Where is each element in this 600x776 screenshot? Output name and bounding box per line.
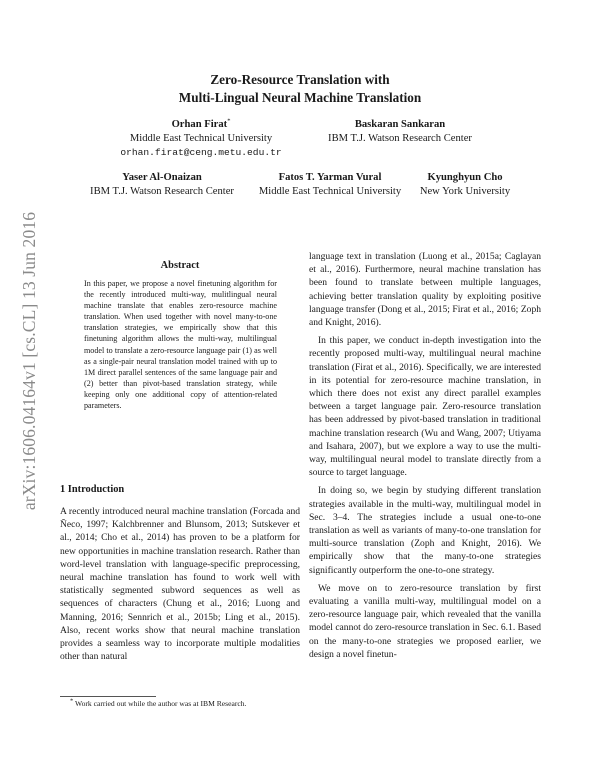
intro-paragraph: A recently introduced neural machine translation (Forcada and Ñeco, 1997; Kalchbrenner and Blunsom, 2013; Sutskever et al., 2014; Cho et al., 2014) has proven to be a platform for new opportunities in machine translation research. Rather than word-level translation with language-specific preprocessing, neural machine translation has found to work well with statistically segmented subword sequences as well as sequences of characters (Chung et al., 2016; Luong and Manning, 2016; Sennrich et al., 2015b; Ling et al., 2015). Also, recent works show that neural machine translation provides a seamless way to incorporate multiple modalities other than natural	[60, 506, 300, 663]
author-block-3	[62, 171, 262, 199]
intro-left-column	[60, 505, 300, 663]
author-name: Fatos T. Yarman Vural	[278, 172, 382, 183]
author-email[interactable]: orhan.firat@ceng.metu.edu.tr	[120, 147, 282, 158]
author-affiliation: Middle East Technical University	[258, 186, 402, 197]
author-block-4	[240, 171, 420, 199]
intro-right-column	[309, 250, 541, 661]
author-block-5	[405, 171, 525, 199]
author-block-1	[96, 118, 306, 160]
title-line-2: Multi-Lingual Neural Machine Translation	[178, 90, 422, 105]
intro-paragraph: In doing so, we begin by studying different translation strategies available in the multi-way, multilingual model in Sec. 3–4. The strategies include a usual one-to-one translation as well as variants of many-to-one translation for multi-source translation (Zoph and Knight, 2016). We empirically show that the many-to-one strategies significantly outperform the one-to-one strategy.	[309, 485, 541, 576]
author-affiliation: New York University	[419, 186, 511, 197]
footnote	[60, 699, 310, 709]
author-footnote-mark: *	[227, 117, 231, 125]
abstract-text: In this paper, we propose a novel finetuning algorithm for the recently introduced multi-way, mulitlingual neural machine translate that enables zero-resource machine translation. When used together with novel many-to-one translation strategies, we empirically show that this finetuning algorithm allows the multi-way, multilingual model to translate a zero-resource language pair (1) as well as a single-pair neural translation model trained with up to 1M direct parallel sentences of the same language pair and (2) better than pivot-based translation strategy, while keeping only one additional copy of attention-related parameters.	[84, 279, 277, 411]
author-name: Orhan Firat	[171, 119, 228, 130]
section-heading: 1 Introduction	[60, 484, 125, 495]
arxiv-identifier: arXiv:1606.04164v1 [cs.CL] 13 Jun 2016	[19, 211, 39, 511]
footnote-text: Work carried out while the author was at IBM Research.	[75, 699, 247, 708]
intro-paragraph: language text in translation (Luong et al., 2015a; Caglayan et al., 2016). Furthermore, neural machine translation has been found to translate between multiple languages, achieving better translation quality by exploiting positive language transfer (Dong et al., 2015; Firat et al., 2016; Zoph and Knight, 2016).	[309, 251, 541, 329]
author-name: Baskaran Sankaran	[354, 119, 446, 130]
footnote-mark: *	[70, 697, 74, 705]
author-affiliation: IBM T.J. Watson Research Center	[328, 133, 472, 144]
author-name: Yaser Al-Onaizan	[122, 172, 202, 183]
author-name: Kyunghyun Cho	[427, 172, 503, 183]
author-block-2	[305, 118, 495, 146]
author-affiliation: Middle East Technical University	[129, 133, 273, 144]
intro-paragraph: In this paper, we conduct in-depth investigation into the recently proposed multi-way, multilingual neural machine translation (Firat et al., 2016). Specifically, we are interested in its potential for zero-resource machine translation, in which there does not exist any direct parallel examples between a target language pair. Zero-resource translation has been addressed by pivot-based translation in traditional machine translation research (Wu and Wang, 2007; Utiyama and Isahara, 2007), but we explore a way to use the multi-way, multilingual neural model to translate directly from a source to target language.	[309, 335, 541, 479]
paper-title	[0, 71, 600, 107]
intro-paragraph: We move on to zero-resource translation by first evaluating a vanilla multi-way, multilingual model on a zero-resource language pair, which revealed that the vanilla model cannot do zero-resource translation in Sec. 6.1. Based on the many-to-one strategies we proposed earlier, we design a novel finetun-	[309, 582, 541, 660]
author-affiliation: IBM T.J. Watson Research Center	[90, 186, 234, 197]
title-line-1: Zero-Resource Translation with	[210, 72, 390, 87]
abstract-heading: Abstract	[160, 260, 200, 271]
footnote-divider	[60, 696, 156, 697]
